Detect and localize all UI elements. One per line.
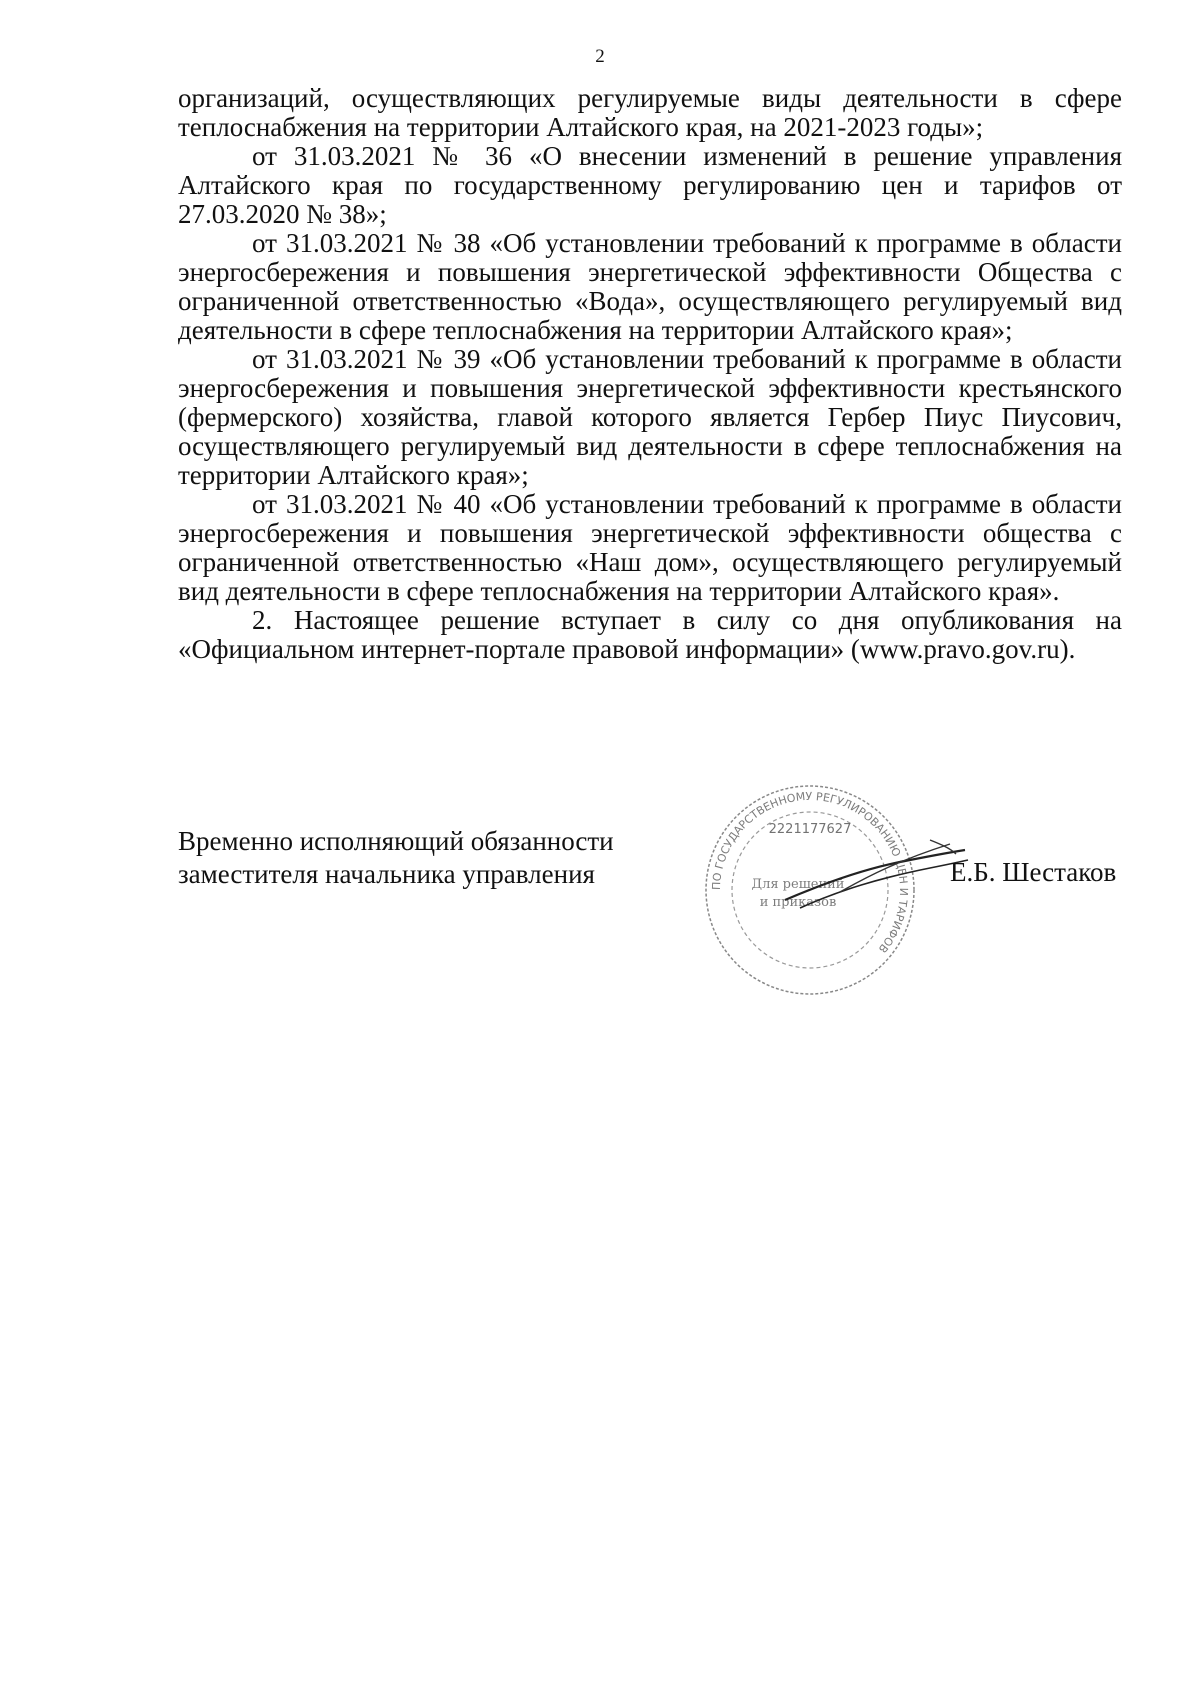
signatory-position (178, 825, 614, 891)
stamp-outer-text: ПО ГОСУДАРСТВЕННОМУ РЕГУЛИРОВАНИЮ ЦЕН И ТАРИФОВ (709, 789, 911, 956)
paragraph-continuation: организаций, осуществляющих регулируемые виды деятельности в сфере теплоснабжения на территории Алтайского края, на 2021-2023 годы»; (178, 83, 1122, 142)
stamp-code: 2221177627 (768, 822, 852, 837)
document-body (178, 84, 1122, 664)
stamp-inner-line-2: и приказов (759, 895, 837, 910)
page-number: 2 (595, 46, 605, 67)
position-line-2: заместителя начальника управления (178, 859, 595, 889)
handwritten-signature (780, 830, 970, 920)
paragraph-decision-38: от 31.03.2021 № 38 «Об установлении требований к программе в области энергосбережения и повышения энергетической эффективности Общества с ограниченной ответственностью «Вода», осуществляющего регулируемый вид деятельности в сфере теплоснабжения на территории Алтайского края»; (178, 228, 1122, 345)
paragraph-decision-36: от 31.03.2021 № 36 «О внесении изменений в решение управления Алтайского края по государственному регулированию цен и тарифов от 27.03.2020 № 38»; (178, 141, 1122, 229)
paragraph-decision-40: от 31.03.2021 № 40 «Об установлении требований к программе в области энергосбережения и повышения энергетической эффективности общества с ограниченной ответственностью «Наш дом», осуществляющего регулируемый вид деятельности в сфере теплоснабжения на территории Алтайского края». (178, 489, 1122, 606)
position-line-1: Временно исполняющий обязанности (178, 826, 614, 856)
paragraph-effective-date: 2. Настоящее решение вступает в силу со дня опубликования на «Официальном интернет-портале правовой информации» (www.pravo.gov.ru). (178, 605, 1122, 664)
paragraph-decision-39: от 31.03.2021 № 39 «Об установлении требований к программе в области энергосбережения и повышения энергетической эффективности крестьянского (фермерского) хозяйства, главой которого является Гербер Пиус Пиусович, осуществляющего регулируемый вид деятельности в сфере теплоснабжения на территории Алтайского края»; (178, 344, 1122, 490)
stamp-inner-line-1: Для решений (751, 877, 845, 892)
signer-name: Е.Б. Шестаков (950, 857, 1117, 887)
